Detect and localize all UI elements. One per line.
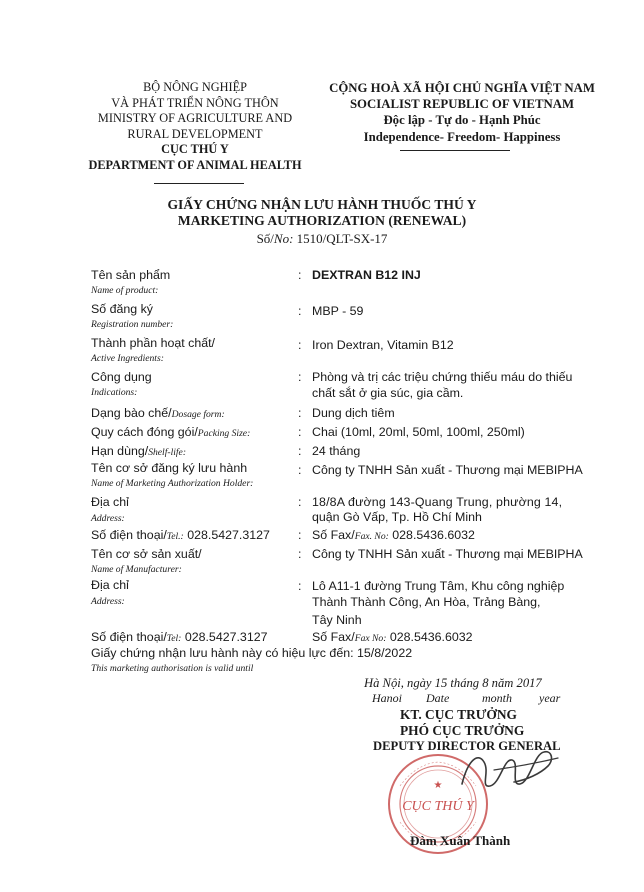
issuer-line-4: RURAL DEVELOPMENT xyxy=(127,126,263,141)
packing-value: Chai (10ml, 20ml, 50ml, 100ml, 250ml) xyxy=(312,425,525,439)
colon: : xyxy=(298,425,302,439)
holder-label-en: Name of Marketing Authorization Holder: xyxy=(91,478,254,489)
mfr-tel-label xyxy=(91,630,268,644)
handwritten-signature xyxy=(454,740,564,800)
shelf-life-label-en: Shelf-life: xyxy=(148,447,187,458)
document-title-en: MARKETING AUTHORIZATION (RENEWAL) xyxy=(177,213,467,228)
fax-value: 028.5436.6032 xyxy=(392,528,475,542)
number-label: Số/ xyxy=(256,231,274,246)
manufacturer-value: Công ty TNHH Sản xuất - Thương mại MEBIPHA xyxy=(312,547,583,561)
issue-date: Hà Nội, ngày 15 tháng 8 năm 2017 xyxy=(364,676,542,690)
packing-label xyxy=(91,425,250,439)
colon: : xyxy=(298,444,302,458)
manufacturer-label: Tên cơ sở sản xuất/ xyxy=(91,547,202,561)
tel-value: 028.5427.3127 xyxy=(187,528,270,542)
mfr-address-value-1: Lô A11-1 đường Trung Tâm, Khu công nghiệp xyxy=(312,579,565,593)
ingredients-label-en: Active Ingredients: xyxy=(91,353,164,364)
signer-title-en: DEPUTY DIRECTOR GENERAL xyxy=(373,739,561,753)
manufacturer-label-en: Name of Manufacturer: xyxy=(91,564,182,575)
colon: : xyxy=(298,304,302,318)
fax-field xyxy=(312,528,475,542)
divider xyxy=(154,183,244,184)
reg-value: MBP - 59 xyxy=(312,304,364,318)
issuer-line-1: BỘ NÔNG NGHIỆP xyxy=(143,80,247,94)
dosage-form-value: Dung dịch tiêm xyxy=(312,406,395,420)
national-header xyxy=(312,80,612,145)
indications-value-2: chất sắt ở gia súc, gia cầm. xyxy=(312,386,464,400)
national-line-2: SOCIALIST REPUBLIC OF VIETNAM xyxy=(349,97,575,112)
dosage-form-label-en: Dosage form: xyxy=(171,409,225,420)
address-label-en: Address: xyxy=(91,513,125,524)
address-value-2: quận Gò Vấp, Tp. Hồ Chí Minh xyxy=(312,510,482,524)
colon: : xyxy=(298,338,302,352)
indications-label: Công dụng xyxy=(91,370,152,384)
signer-name: Đàm Xuân Thành xyxy=(410,833,511,848)
mfr-fax-value: 028.5436.6032 xyxy=(389,630,473,644)
divider xyxy=(400,150,510,151)
product-value: DEXTRAN B12 INJ xyxy=(312,268,421,282)
document-title: GIẤY CHỨNG NHẬN LƯU HÀNH THUỐC THÚ Y xyxy=(167,197,477,212)
address-label: Địa chỉ xyxy=(91,495,129,509)
date-day-en: Date xyxy=(426,691,450,705)
signer-title-1: KT. CỤC TRƯỞNG xyxy=(400,707,517,722)
shelf-life-value: 24 tháng xyxy=(312,444,361,458)
issuer-line-3: MINISTRY OF AGRICULTURE AND xyxy=(97,111,293,126)
date-month-en: month xyxy=(482,691,512,705)
shelf-life-label xyxy=(91,444,186,458)
date-year-en: year xyxy=(539,691,561,705)
colon: : xyxy=(298,406,302,420)
product-label: Tên sản phẩm xyxy=(91,268,171,282)
stamp-text: CỤC THÚ Y xyxy=(402,799,474,814)
signer-title-2: PHÓ CỤC TRƯỞNG xyxy=(400,723,525,738)
reg-label: Số đăng ký xyxy=(91,302,153,316)
colon: : xyxy=(298,268,302,282)
ingredients-value: Iron Dextran, Vitamin B12 xyxy=(312,338,454,352)
document-number xyxy=(0,231,644,247)
number-value: 1510/QLT-SX-17 xyxy=(296,231,388,246)
holder-label: Tên cơ sở đăng ký lưu hành xyxy=(91,461,248,475)
mfr-fax-label-vi: Số Fax/ xyxy=(312,630,355,644)
number-label-en: No: xyxy=(273,231,294,246)
validity-text-en: This marketing authorisation is valid until xyxy=(91,663,254,674)
national-line-3: Độc lập - Tự do - Hạnh Phúc xyxy=(383,113,541,128)
indications-value-1: Phòng và trị các triệu chứng thiếu máu do thiếu xyxy=(312,370,573,384)
indications-label-en: Indications: xyxy=(91,387,138,398)
mfr-tel-value: 028.5427.3127 xyxy=(184,630,268,644)
packing-label-en: Packing Size: xyxy=(197,428,251,439)
issuer-line-6: DEPARTMENT OF ANIMAL HEALTH xyxy=(88,157,302,172)
mfr-address-label: Địa chỉ xyxy=(91,578,129,592)
colon: : xyxy=(298,528,302,542)
validity-text: Giấy chứng nhận lưu hành này có hiệu lực đến: 15/8/2022 xyxy=(91,646,413,660)
colon: : xyxy=(298,495,302,509)
holder-value: Công ty TNHH Sản xuất - Thương mại MEBIPHA xyxy=(312,463,583,477)
packing-label-vi: Quy cách đóng gói/ xyxy=(91,425,198,439)
mfr-address-value-2: Thành Thành Công, An Hòa, Trảng Bàng, xyxy=(312,595,541,609)
colon: : xyxy=(298,463,302,477)
shelf-life-label-vi: Hạn dùng/ xyxy=(91,444,149,458)
stamp-star-icon: ★ xyxy=(433,780,443,791)
national-line-4: Independence- Freedom- Happiness xyxy=(363,129,561,144)
mfr-tel-label-vi: Số điện thoại/ xyxy=(91,630,167,644)
mfr-fax-label-en: Fax No: xyxy=(354,633,387,644)
issuer-line-2: VÀ PHÁT TRIỂN NÔNG THÔN xyxy=(111,95,279,110)
dosage-form-label xyxy=(91,406,225,420)
colon: : xyxy=(298,579,302,593)
ingredients-label: Thành phần hoạt chất/ xyxy=(91,336,216,350)
date-hanoi-en: Hanoi xyxy=(372,691,402,705)
tel-label-vi: Số điện thoại/ xyxy=(91,528,167,542)
dosage-form-label-vi: Dạng bào chế/ xyxy=(91,406,172,420)
address-value-1: 18/8A đường 143-Quang Trung, phường 14, xyxy=(312,495,563,509)
product-label-en: Name of product: xyxy=(91,285,159,296)
mfr-address-label-en: Address: xyxy=(91,596,125,607)
tel-label-en: Tel.: xyxy=(166,531,184,542)
mfr-fax-field xyxy=(312,630,473,644)
national-line-1: CỘNG HOÀ XÃ HỘI CHỦ NGHĨA VIỆT NAM xyxy=(329,81,595,95)
colon: : xyxy=(298,547,302,561)
fax-label-en: Fax. No: xyxy=(354,531,389,542)
mfr-address-value-3: Tây Ninh xyxy=(312,613,362,627)
issuer-block xyxy=(60,80,330,174)
tel-label xyxy=(91,528,270,542)
fax-label-vi: Số Fax/ xyxy=(312,528,355,542)
issuer-line-5: CỤC THÚ Y xyxy=(161,142,229,157)
mfr-tel-label-en: Tel: xyxy=(166,633,182,644)
reg-label-en: Registration number: xyxy=(91,319,174,330)
colon: : xyxy=(298,370,302,384)
